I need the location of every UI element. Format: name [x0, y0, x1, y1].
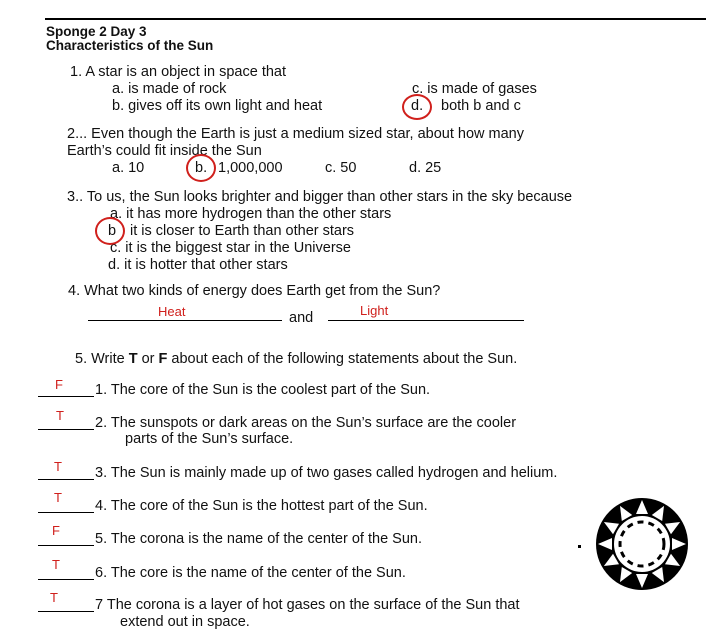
q5-item-2-text: 2. The sunspots or dark areas on the Sun’s surface are the cooler — [95, 415, 517, 431]
q5-item-5-blank — [38, 545, 94, 546]
q3-answer-circle — [95, 217, 125, 245]
q5-item-2-text-cont: parts of the Sun’s surface. — [125, 431, 294, 447]
stray-mark — [578, 545, 581, 548]
q5-suffix: about each of the following statements about the Sun. — [167, 351, 518, 367]
q4-blank-1 — [88, 320, 282, 321]
q5-false-letter: F — [158, 351, 168, 367]
q3-option-d: d. it is hotter that other stars — [108, 257, 288, 273]
q2-stem-line1: 2... Even though the Earth is just a medium sized star, about how many — [67, 126, 524, 142]
q5-item-4-blank — [38, 512, 94, 513]
q5-item-2-answer: T — [56, 408, 64, 423]
top-rule — [45, 18, 706, 20]
q5-true-letter: T — [128, 351, 138, 367]
q5-or: or — [137, 351, 159, 367]
q2-answer-circle — [186, 154, 216, 182]
worksheet-title: Sponge 2 Day 3 — [46, 24, 147, 39]
q5-item-1-text: 1. The core of the Sun is the coolest part of the Sun. — [95, 382, 431, 398]
q5-item-3-answer: T — [54, 459, 62, 474]
q1-option-a: a. is made of rock — [112, 81, 227, 97]
q5-item-3-blank — [38, 479, 94, 480]
q2-option-b-text: 1,000,000 — [218, 160, 283, 176]
q5-item-7-text-cont: extend out in space. — [120, 614, 250, 630]
q3-option-b-text: it is closer to Earth than other stars — [130, 223, 355, 239]
q5-instructions — [75, 351, 517, 367]
q1-option-d-text: both b and c — [441, 98, 521, 114]
q1-answer-circle — [402, 94, 432, 120]
worksheet-subtitle: Characteristics of the Sun — [46, 38, 214, 53]
q5-item-4-text: 4. The core of the Sun is the hottest part of the Sun. — [95, 498, 428, 514]
q5-item-7-blank — [38, 611, 94, 612]
q1-option-b: b. gives off its own light and heat — [112, 98, 323, 114]
q1-option-d-marker: d. — [411, 98, 424, 114]
q5-item-1-answer: F — [55, 377, 63, 392]
q5-item-7-answer: T — [50, 590, 58, 605]
q4-blank-2 — [328, 320, 524, 321]
q4-stem: 4. What two kinds of energy does Earth get from the Sun? — [68, 283, 441, 299]
q5-item-5-answer: F — [52, 523, 60, 538]
q2-option-a: a. 10 — [112, 160, 145, 176]
q4-answer-2: Light — [360, 303, 389, 318]
q4-answer-1: Heat — [158, 304, 186, 319]
q5-item-6-answer: T — [52, 557, 60, 572]
q5-item-3-text: 3. The Sun is mainly made up of two gases called hydrogen and helium. — [95, 465, 558, 481]
q5-item-7-text: 7 The corona is a layer of hot gases on the surface of the Sun that — [95, 597, 520, 613]
q5-item-4-answer: T — [54, 490, 62, 505]
q3-stem: 3.. To us, the Sun looks brighter and bigger than other stars in the sky because — [67, 189, 573, 205]
q5-item-1-blank — [38, 396, 94, 397]
sun-icon — [592, 494, 692, 594]
q3-option-c: c. it is the biggest star in the Universe — [110, 240, 351, 256]
q2-stem-line2: Earth’s could fit inside the Sun — [67, 143, 262, 159]
q5-item-5-text: 5. The corona is the name of the center of the Sun. — [95, 531, 422, 547]
q3-option-b-marker: b — [108, 223, 117, 239]
q2-option-b-marker: b. — [195, 160, 208, 176]
q5-item-6-text: 6. The core is the name of the center of the Sun. — [95, 565, 406, 581]
q4-connector: and — [289, 310, 314, 326]
q5-item-2-blank — [38, 429, 94, 430]
q5-item-6-blank — [38, 579, 94, 580]
q2-option-d: d. 25 — [409, 160, 442, 176]
q3-option-a: a. it has more hydrogen than the other stars — [110, 206, 392, 222]
q5-prefix: 5. Write — [75, 351, 129, 367]
q1-option-c: c. is made of gases — [412, 81, 537, 97]
q1-stem: 1. A star is an object in space that — [70, 64, 287, 80]
q2-option-c: c. 50 — [325, 160, 357, 176]
